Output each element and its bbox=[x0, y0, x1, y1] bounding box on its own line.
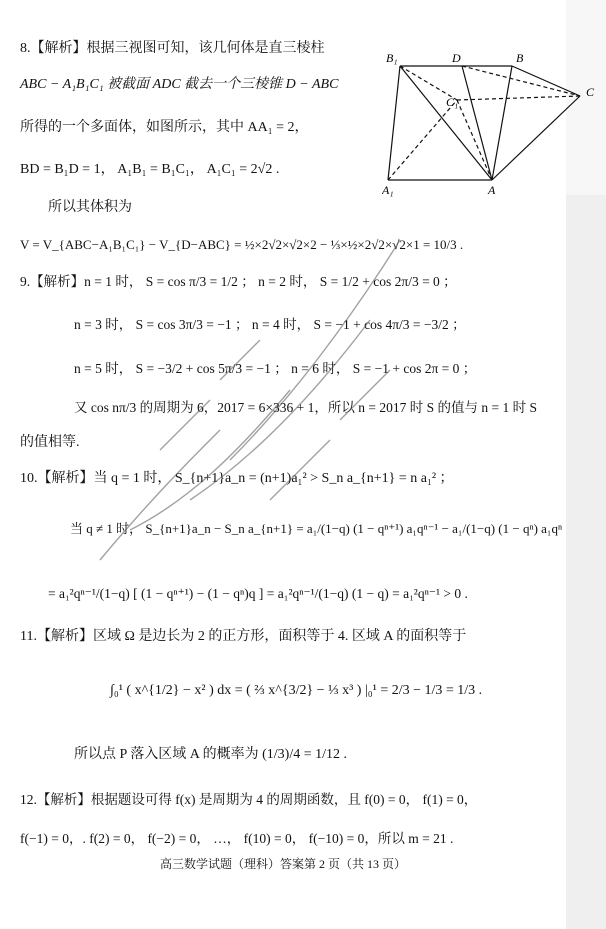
q8-line-1: 8.【解析】根据三视图可知，该几何体是直三棱柱 bbox=[20, 41, 325, 56]
q11-line-3: 所以点 P 落入区域 A 的概率为 (1/3)/4 = 1/12 . bbox=[74, 747, 347, 762]
q9-line-3: n = 5 时， S = −3/2 + cos 5π/3 = −1 ； n = 6 时， S = −1 + cos 2π = 0 ； bbox=[74, 361, 477, 376]
label-A: A bbox=[488, 183, 496, 197]
label-C: C bbox=[586, 85, 595, 99]
q11-line-2: ∫₀¹ ( x^{1/2} − x² ) dx = ( ⅔ x^{3/2} − ⅓ x³ ) |₀¹ = 2/3 − 1/3 = 1/3 . bbox=[110, 683, 483, 698]
side-margin bbox=[566, 195, 606, 929]
q12-line-2: f(−1) = 0，. f(2) = 0， f(−2) = 0， …， f(10) = 0， f(−10) = 0，所以 m = 21 . bbox=[20, 831, 454, 846]
q8-line-4: BD = B₁D = 1， A₁B₁ = B₁C₁， A₁C₁ = 2√2 . bbox=[20, 162, 280, 177]
q8-line-6: V = V_{ABC−A₁B₁C₁} − V_{D−ABC} = ½×2√2×√2×2 − ⅓×½×2√2×√2×1 = 10/3 . bbox=[20, 237, 464, 252]
q8-line-5: 所以其体积为 bbox=[48, 200, 132, 215]
q9-line-2: n = 3 时， S = cos 3π/3 = −1 ； n = 4 时， S = −1 + cos 4π/3 = −3/2 ； bbox=[74, 317, 466, 332]
q9-line-1: 9.【解析】n = 1 时， S = cos π/3 = 1/2 ； n = 2 时， S = 1/2 + cos 2π/3 = 0 ； bbox=[20, 274, 457, 289]
q9-line-5: 的值相等. bbox=[20, 435, 80, 450]
label-D: D bbox=[452, 51, 461, 65]
q9-line-4: 又 cos nπ/3 的周期为 6，2017 = 6×336 + 1，所以 n = 2017 时 S 的值与 n = 1 时 S bbox=[74, 400, 538, 415]
q8-line-2: ABC − A₁B₁C₁ 被截面 ADC 截去一个三棱锥 D − ABC bbox=[20, 77, 339, 92]
q10-line-1: 10.【解析】当 q = 1 时， S_{n+1}a_n = (n+1)a₁² > S_n a_{n+1} = n a₁² ； bbox=[20, 471, 454, 486]
label-C1: C₁ bbox=[446, 95, 459, 109]
q8-line-3: 所得的一个多面体，如图所示，其中 AA₁ = 2， bbox=[20, 120, 309, 135]
page-footer: 高三数学试题（理科）答案第 2 页（共 13 页） bbox=[159, 857, 406, 871]
polyhedron-figure bbox=[382, 48, 602, 198]
label-A1: A₁ bbox=[382, 183, 394, 197]
label-B: B bbox=[516, 51, 524, 65]
q10-line-2: 当 q ≠ 1 时， S_{n+1}a_n − S_n a_{n+1} = a₁/(1−q) (1 − qⁿ⁺¹) a₁qⁿ⁻¹ − a₁/(1−q) (1 − qⁿ) a₁qⁿ bbox=[70, 521, 563, 536]
q10-line-3: = a₁²qⁿ⁻¹/(1−q) [ (1 − qⁿ⁺¹) − (1 − qⁿ)q ] = a₁²qⁿ⁻¹/(1−q) (1 − q) = a₁²qⁿ⁻¹ > 0 . bbox=[48, 586, 468, 601]
q11-line-1: 11.【解析】区域 Ω 是边长为 2 的正方形，面积等于 4. 区域 A 的面积等于 bbox=[20, 629, 467, 644]
q12-line-1: 12.【解析】根据题设可得 f(x) 是周期为 4 的周期函数，且 f(0) = 0， f(1) = 0， bbox=[20, 792, 478, 807]
label-B1: B₁ bbox=[386, 51, 398, 65]
